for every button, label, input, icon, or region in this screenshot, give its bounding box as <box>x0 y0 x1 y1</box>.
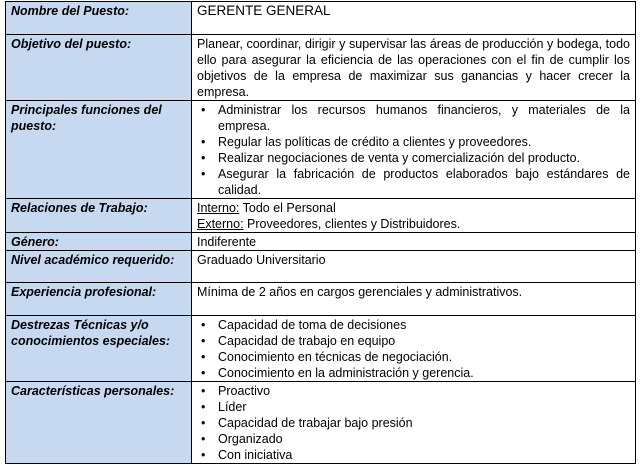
list-item: • Capacidad de trabajo en equipo <box>218 333 630 349</box>
value-caracteristicas <box>192 382 636 464</box>
list-item: • Con iniciativa <box>218 447 630 463</box>
relacion-interna <box>197 200 630 216</box>
list-item: • Organizado <box>218 431 630 447</box>
row-funciones <box>6 101 636 199</box>
externo-label: Externo: <box>197 217 244 231</box>
value-genero: Indiferente <box>192 233 636 251</box>
value-nivel: Graduado Universitario <box>192 251 636 283</box>
list-item: • Administrar los recursos humanos financieros, y materiales de la empresa. <box>218 102 630 134</box>
label-caracteristicas: Características personales: <box>6 382 192 464</box>
list-item: • Capacidad de toma de decisiones <box>218 317 630 333</box>
list-item: • Conocimiento en técnicas de negociación. <box>218 349 630 365</box>
value-relaciones <box>192 199 636 233</box>
value-funciones <box>192 101 636 199</box>
row-genero <box>6 233 636 251</box>
job-description-table <box>5 1 636 464</box>
relacion-externa <box>197 216 630 232</box>
label-genero: Género: <box>6 233 192 251</box>
label-nombre: Nombre del Puesto: <box>6 2 192 35</box>
row-nivel <box>6 251 636 283</box>
label-experiencia: Experiencia profesional: <box>6 283 192 316</box>
interno-label: Interno: <box>197 201 240 215</box>
label-destrezas: Destrezas Técnicas y/o conocimientos especiales: <box>6 316 192 382</box>
row-relaciones <box>6 199 636 233</box>
value-objetivo: Planear, coordinar, dirigir y supervisar las áreas de producción y bodega, todo ello para asegurar la eficiencia de las operaciones con el fin de cumplir los objetivos de la empresa de maximizar sus ganancias y hacer crecer la empresa. <box>192 35 636 101</box>
value-experiencia: Mínima de 2 años en cargos gerenciales y administrativos. <box>192 283 636 316</box>
funciones-list <box>197 102 630 198</box>
list-item: • Líder <box>218 399 630 415</box>
list-item: • Regular las políticas de crédito a clientes y proveedores. <box>218 134 630 150</box>
value-nombre: GERENTE GENERAL <box>192 2 636 35</box>
caracteristicas-list <box>197 383 630 463</box>
externo-value: Proveedores, clientes y Distribuidores. <box>243 217 461 231</box>
list-item: • Realizar negociaciones de venta y comercialización del producto. <box>218 150 630 166</box>
row-nombre <box>6 2 636 35</box>
label-nivel: Nivel académico requerido: <box>6 251 192 283</box>
list-item: • Conocimiento en la administración y gerencia. <box>218 365 630 381</box>
value-destrezas <box>192 316 636 382</box>
label-relaciones: Relaciones de Trabajo: <box>6 199 192 233</box>
list-item: • Proactivo <box>218 383 630 399</box>
list-item: • Asegurar la fabricación de productos elaborados bajo estándares de calidad. <box>218 166 630 198</box>
destrezas-list <box>197 317 630 381</box>
list-item: • Capacidad de trabajar bajo presión <box>218 415 630 431</box>
row-caracteristicas <box>6 382 636 464</box>
label-funciones: Principales funciones del puesto: <box>6 101 192 199</box>
row-destrezas <box>6 316 636 382</box>
interno-value: Todo el Personal <box>239 201 336 215</box>
row-experiencia <box>6 283 636 316</box>
row-objetivo <box>6 35 636 101</box>
label-objetivo: Objetivo del puesto: <box>6 35 192 101</box>
